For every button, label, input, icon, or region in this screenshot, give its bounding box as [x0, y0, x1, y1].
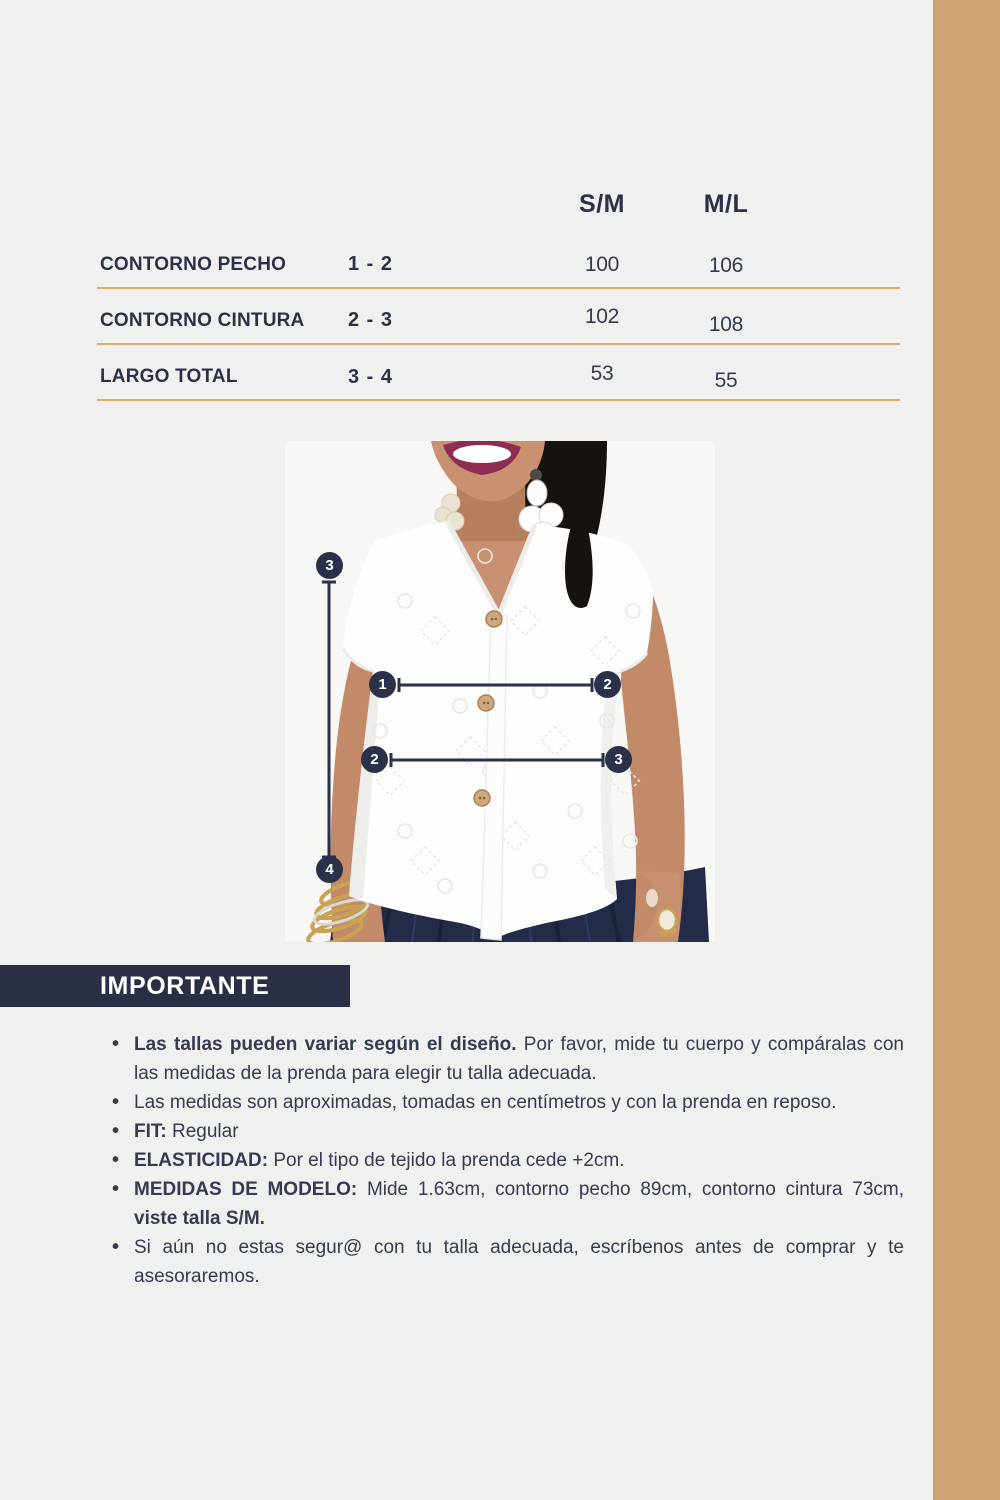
- bullet-bold-text: Las tallas pueden variar según el diseño.: [134, 1034, 517, 1055]
- measurement-lines: [285, 441, 715, 942]
- bullet-text: Si aún no estas segur@ con tu talla adecuada, escríbenos antes de comprar y te asesoraremos.: [134, 1237, 904, 1287]
- bullet-icon: •: [112, 1091, 120, 1113]
- row-range-contorno-pecho: 1 - 2: [348, 253, 394, 275]
- bullet-text: Regular: [166, 1121, 239, 1142]
- row-label-largo-total: LARGO TOTAL: [100, 366, 238, 387]
- important-title: IMPORTANTE: [100, 972, 270, 1000]
- column-header-ml: M/L: [703, 190, 749, 218]
- bullet-bold-text: ELASTICIDAD:: [134, 1150, 269, 1171]
- list-item: [112, 1117, 904, 1146]
- value-pecho-sm: 100: [584, 253, 620, 276]
- list-item: [112, 1088, 904, 1117]
- marker-4-length-bottom: 4: [316, 856, 343, 883]
- bullet-bold-text: MEDIDAS DE MODELO:: [134, 1179, 358, 1200]
- important-header-banner: [0, 965, 350, 1007]
- row-range-contorno-cintura: 2 - 3: [348, 309, 394, 331]
- table-rule-2: [97, 343, 900, 345]
- bullet-text: Mide 1.63cm, contorno pecho 89cm, contorno cintura 73cm,: [357, 1179, 905, 1200]
- row-range-largo-total: 3 - 4: [348, 366, 394, 388]
- right-accent-band: [933, 0, 1000, 1500]
- bullet-text: Por favor, mide tu cuerpo y compáralas con las medidas de la prenda para elegir tu talla adecuada.: [134, 1034, 905, 1084]
- list-item: [112, 1146, 904, 1175]
- bullet-icon: •: [112, 1178, 120, 1200]
- marker-2-chest-right: 2: [594, 671, 621, 698]
- bullet-icon: •: [112, 1236, 120, 1258]
- marker-3-waist-right: 3: [605, 746, 632, 773]
- bullet-text: Por el tipo de tejido la prenda cede +2cm.: [268, 1150, 625, 1171]
- column-header-sm: S/M: [579, 190, 625, 218]
- bullet-icon: •: [112, 1149, 120, 1171]
- list-item: [112, 1175, 904, 1233]
- table-rule-1: [97, 287, 900, 289]
- marker-2-waist-left: 2: [361, 746, 388, 773]
- bullet-icon: •: [112, 1033, 120, 1055]
- list-item: [112, 1233, 904, 1291]
- important-bullet-list: [112, 1030, 904, 1291]
- bullet-icon: •: [112, 1120, 120, 1142]
- marker-3-length-top: 3: [316, 552, 343, 579]
- value-largo-ml: 55: [714, 369, 738, 392]
- value-largo-sm: 53: [590, 362, 614, 385]
- model-photo: [285, 441, 715, 942]
- value-pecho-ml: 106: [708, 254, 744, 277]
- bullet-text: Las medidas son aproximadas, tomadas en centímetros y con la prenda en reposo.: [134, 1092, 837, 1113]
- value-cintura-ml: 108: [708, 313, 744, 336]
- bullet-bold-text: FIT:: [134, 1121, 167, 1142]
- list-item: [112, 1030, 904, 1088]
- row-label-contorno-pecho: CONTORNO PECHO: [100, 254, 287, 275]
- value-cintura-sm: 102: [584, 305, 620, 328]
- bullet-bold-end: viste talla S/M.: [134, 1208, 265, 1229]
- marker-1-chest-left: 1: [369, 671, 396, 698]
- table-rule-3: [97, 399, 900, 401]
- row-label-contorno-cintura: CONTORNO CINTURA: [100, 310, 305, 331]
